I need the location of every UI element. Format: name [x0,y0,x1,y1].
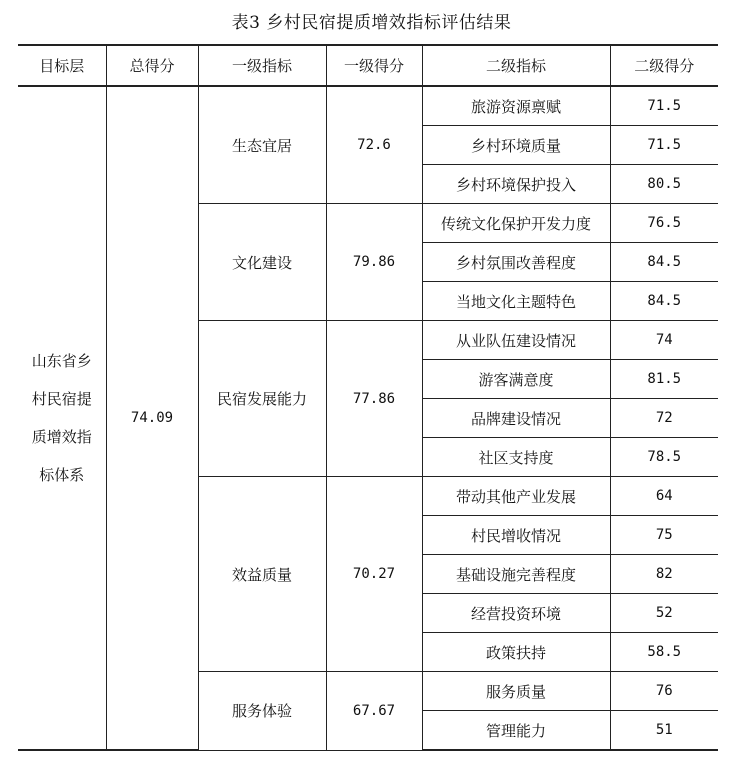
level2-indicator-cell: 社区支持度 [422,438,610,477]
level2-indicator-cell: 乡村环境质量 [422,126,610,165]
level1-score-cell: 79.86 [326,204,422,321]
evaluation-table [18,44,718,751]
level1-score-cell: 77.86 [326,321,422,477]
level2-indicator-cell: 政策扶持 [422,633,610,672]
level2-indicator-cell: 乡村环境保护投入 [422,165,610,204]
level2-indicator-cell: 乡村氛围改善程度 [422,243,610,282]
level2-indicator-cell: 当地文化主题特色 [422,282,610,321]
level2-score-cell: 80.5 [610,165,718,204]
header-total-score: 总得分 [106,45,198,86]
level2-indicator-cell: 基础设施完善程度 [422,555,610,594]
level2-score-cell: 71.5 [610,86,718,126]
level2-indicator-cell: 带动其他产业发展 [422,477,610,516]
level2-indicator-cell: 品牌建设情况 [422,399,610,438]
level1-indicator-cell: 民宿发展能力 [198,321,326,477]
level1-indicator-cell: 生态宜居 [198,86,326,204]
level1-indicator-cell: 文化建设 [198,204,326,321]
header-level1-indicator: 一级指标 [198,45,326,86]
level2-indicator-cell: 游客满意度 [422,360,610,399]
header-level1-score: 一级得分 [326,45,422,86]
level2-score-cell: 72 [610,399,718,438]
level2-score-cell: 76.5 [610,204,718,243]
header-row [18,45,718,86]
level2-score-cell: 81.5 [610,360,718,399]
level2-indicator-cell: 经营投资环境 [422,594,610,633]
target-layer-cell: 山东省乡村民宿提质增效指标体系 [18,86,106,750]
level2-score-cell: 51 [610,711,718,751]
level2-score-cell: 58.5 [610,633,718,672]
level1-score-cell: 70.27 [326,477,422,672]
total-score-cell: 74.09 [106,86,198,750]
level2-indicator-cell: 管理能力 [422,711,610,751]
level2-score-cell: 75 [610,516,718,555]
level1-indicator-cell: 服务体验 [198,672,326,751]
header-target-layer: 目标层 [18,45,106,86]
level2-indicator-cell: 服务质量 [422,672,610,711]
level2-score-cell: 71.5 [610,126,718,165]
level2-score-cell: 52 [610,594,718,633]
level1-score-cell: 72.6 [326,86,422,204]
table-body [18,86,718,750]
header-level2-indicator: 二级指标 [422,45,610,86]
level2-indicator-cell: 村民增收情况 [422,516,610,555]
level2-score-cell: 78.5 [610,438,718,477]
header-level2-score: 二级得分 [610,45,718,86]
level2-score-cell: 82 [610,555,718,594]
level2-score-cell: 74 [610,321,718,360]
table-row [18,86,718,126]
level1-indicator-cell: 效益质量 [198,477,326,672]
level2-indicator-cell: 旅游资源禀赋 [422,86,610,126]
table-caption: 表3 乡村民宿提质增效指标评估结果 [231,13,512,33]
level2-indicator-cell: 从业队伍建设情况 [422,321,610,360]
level1-score-cell: 67.67 [326,672,422,751]
level2-score-cell: 84.5 [610,282,718,321]
level2-score-cell: 76 [610,672,718,711]
level2-score-cell: 64 [610,477,718,516]
level2-score-cell: 84.5 [610,243,718,282]
level2-indicator-cell: 传统文化保护开发力度 [422,204,610,243]
